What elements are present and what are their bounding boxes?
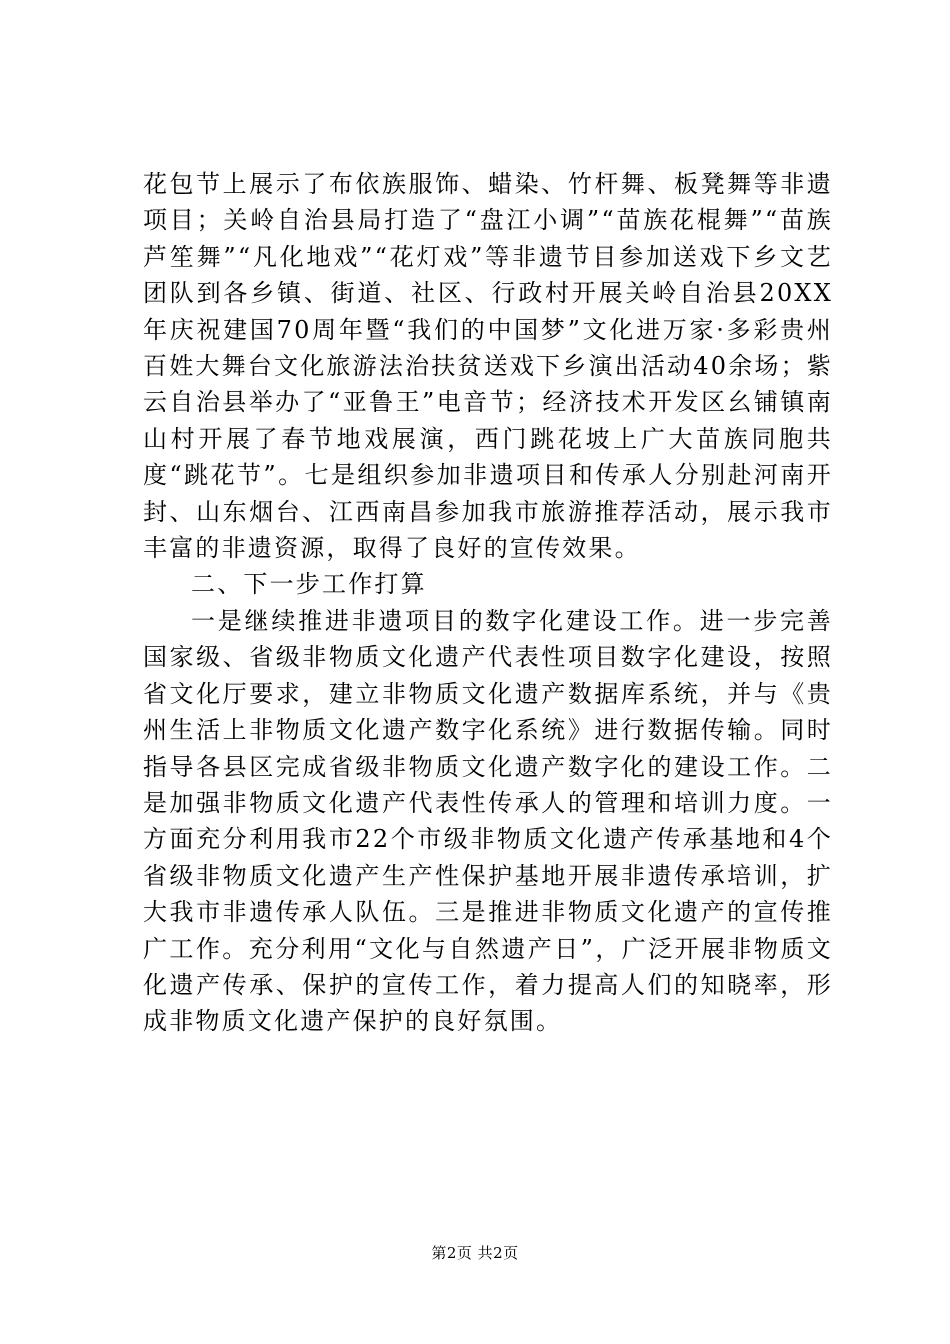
section-heading: 二、下一步工作打算 (191, 570, 427, 599)
paragraph-continued: 花包节上展示了布依族服饰、蜡染、竹杆舞、板凳舞等非遗项目；关岭自治县局打造了“盘江小调”“苗族花棍舞”“苗族芦笙舞”“凡化地戏”“花灯戏”等非遗节目参加送戏下乡文艺团队到各乡镇、街道、社区、行政村开展关岭自治县20XX年庆祝建国70周年暨“我们的中国梦”文化进万家·多彩贵州百姓大舞台文化旅游法治扶贫送戏下乡演出活动40余场；紫云自治县举办了“亚鲁王”电音节；经济技术开发区幺铺镇南山村开展了春节地戏展演，西门跳花坡上广大苗族同胞共度“跳花节”。七是组织参加非遗项目和传承人分别赴河南开封、山东烟台、江西南昌参加我市旅游推荐活动，展示我市丰富的非遗资源，取得了良好的宣传效果。 (143, 170, 833, 563)
paragraph-next-steps: 一是继续推进非遗项目的数字化建设工作。进一步完善国家级、省级非物质文化遗产代表性项目数字化建设，按照省文化厅要求，建立非物质文化遗产数据库系统，并与《贵州生活上非物质文化遗产数字化系统》进行数据传输。同时指导各县区完成省级非物质文化遗产数字化的建设工作。二是加强非物质文化遗产代表性传承人的管理和培训力度。一方面充分利用我市22个市级非物质文化遗产传承基地和4个省级非物质文化遗产生产性保护基地开展非遗传承培训，扩大我市非遗传承人队伍。三是推进非物质文化遗产的宣传推广工作。充分利用“文化与自然遗产日”，广泛开展非物质文化遗产传承、保护的宣传工作，着力提高人们的知晓率，形成非物质文化遗产保护的良好氛围。 (143, 606, 833, 1036)
page-number-footer: 第2页 共2页 (431, 1244, 519, 1262)
document-body (143, 166, 833, 1040)
